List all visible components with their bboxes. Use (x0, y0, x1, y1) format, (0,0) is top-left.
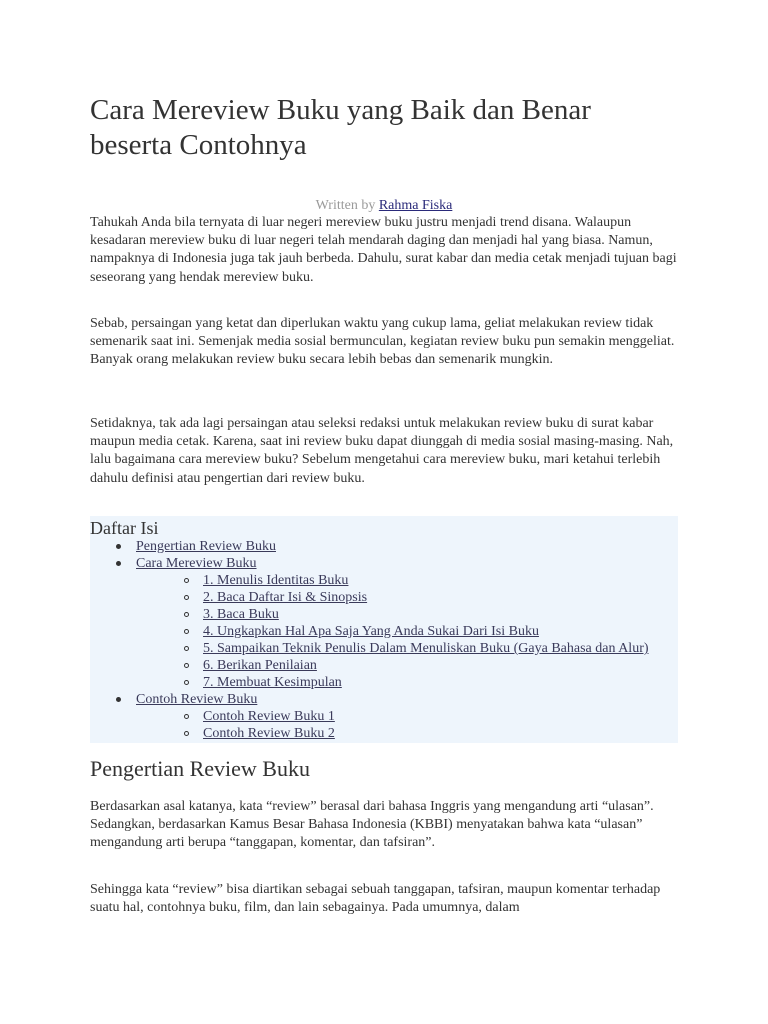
toc-item-contoh (90, 691, 678, 708)
circle-bullet-icon (184, 612, 189, 617)
intro-paragraph-2: Sebab, persaingan yang ketat dan diperlukan waktu yang cukup lama, geliat melakukan review tidak semenarik saat ini. Semenjak media sosial bermunculan, kegiatan review buku pun semakin menggeliat. Banyak orang melakukan review buku secara lebih bebas dan semenarik mungkin. (90, 316, 675, 368)
toc-link-step-5[interactable]: 5. Sampaikan Teknik Penulis Dalam Menuliskan Buku (Gaya Bahasa dan Alur) (203, 641, 649, 656)
toc-link-step-1[interactable]: 1. Menulis Identitas Buku (203, 573, 349, 588)
toc-link-pengertian[interactable]: Pengertian Review Buku (136, 539, 276, 554)
circle-bullet-icon (184, 714, 189, 719)
section-paragraph-2: Sehingga kata “review” bisa diartikan sebagai sebuah tanggapan, tafsiran, maupun komentar terhadap suatu hal, contohnya buku, film, dan lain sebagainya. Pada umumnya, dalam (90, 882, 661, 916)
section-paragraph-1: Berdasarkan asal katanya, kata “review” berasal dari bahasa Inggris yang mengandung arti “ulasan”. Sedangkan, berdasarkan Kamus Besar Bahasa Indonesia (KBBI) menyatakan bahwa kata “ulasan” mengandung arti berupa “tanggapan, komentar, dan tafsiran”. (90, 799, 654, 851)
toc-item-step-3 (90, 606, 678, 623)
toc-item-step-2 (90, 589, 678, 606)
toc-title: Daftar Isi (90, 518, 159, 538)
circle-bullet-icon (184, 731, 189, 736)
table-of-contents (90, 516, 678, 743)
author-link[interactable]: Rahma Fiska (378, 198, 453, 213)
toc-link-contoh[interactable]: Contoh Review Buku (136, 692, 258, 707)
toc-item-cara (90, 555, 678, 572)
toc-link-step-2[interactable]: 2. Baca Daftar Isi & Sinopsis (203, 590, 368, 605)
toc-link-step-4[interactable]: 4. Ungkapkan Hal Apa Saja Yang Anda Sukai Dari Isi Buku (203, 624, 539, 639)
bullet-icon (116, 561, 121, 566)
toc-item-step-4 (90, 623, 678, 640)
bullet-icon (116, 544, 121, 549)
section-heading-pengertian: Pengertian Review Buku (90, 756, 310, 781)
toc-link-step-7[interactable]: 7. Membuat Kesimpulan (203, 675, 342, 690)
toc-item-step-5 (90, 640, 678, 657)
circle-bullet-icon (184, 646, 189, 651)
byline-prefix: Written by (315, 198, 376, 213)
circle-bullet-icon (184, 629, 189, 634)
toc-item-step-7 (90, 674, 678, 691)
byline (90, 197, 678, 215)
toc-item-step-1 (90, 572, 678, 589)
toc-item-contoh-1 (90, 708, 678, 725)
circle-bullet-icon (184, 663, 189, 668)
bullet-icon (116, 697, 121, 702)
circle-bullet-icon (184, 578, 189, 583)
toc-link-step-6[interactable]: 6. Berikan Penilaian (203, 658, 317, 673)
toc-item-pengertian (90, 538, 678, 555)
toc-link-contoh-1[interactable]: Contoh Review Buku 1 (203, 709, 335, 724)
intro-paragraph-3: Setidaknya, tak ada lagi persaingan atau seleksi redaksi untuk melakukan review buku di surat kabar maupun media cetak. Karena, saat ini review buku dapat diunggah di media sosial masing-masing. Nah, lalu bagaimana cara mereview buku? Sebelum mengetahui cara mereview buku, mari ketahui terlebih dahulu definisi atau pengertian dari review buku. (90, 416, 674, 486)
intro-paragraph-1: Tahukah Anda bila ternyata di luar negeri mereview buku justru menjadi trend disana. Walaupun kesadaran mereview buku di luar negeri telah mendarah daging dan menjadi hal yang biasa. Namun, nampaknya di Indonesia juga tak jauh berbeda. Dahulu, surat kabar dan media cetak menjadi tujuan bagi seseorang yang hendak mereview buku. (90, 215, 677, 285)
toc-item-step-6 (90, 657, 678, 674)
toc-link-step-3[interactable]: 3. Baca Buku (203, 607, 279, 622)
toc-link-cara[interactable]: Cara Mereview Buku (136, 556, 257, 571)
circle-bullet-icon (184, 680, 189, 685)
circle-bullet-icon (184, 595, 189, 600)
toc-item-contoh-2 (90, 725, 678, 742)
toc-link-contoh-2[interactable]: Contoh Review Buku 2 (203, 726, 335, 741)
article-title: Cara Mereview Buku yang Baik dan Benar beserta Contohnya (90, 94, 591, 161)
